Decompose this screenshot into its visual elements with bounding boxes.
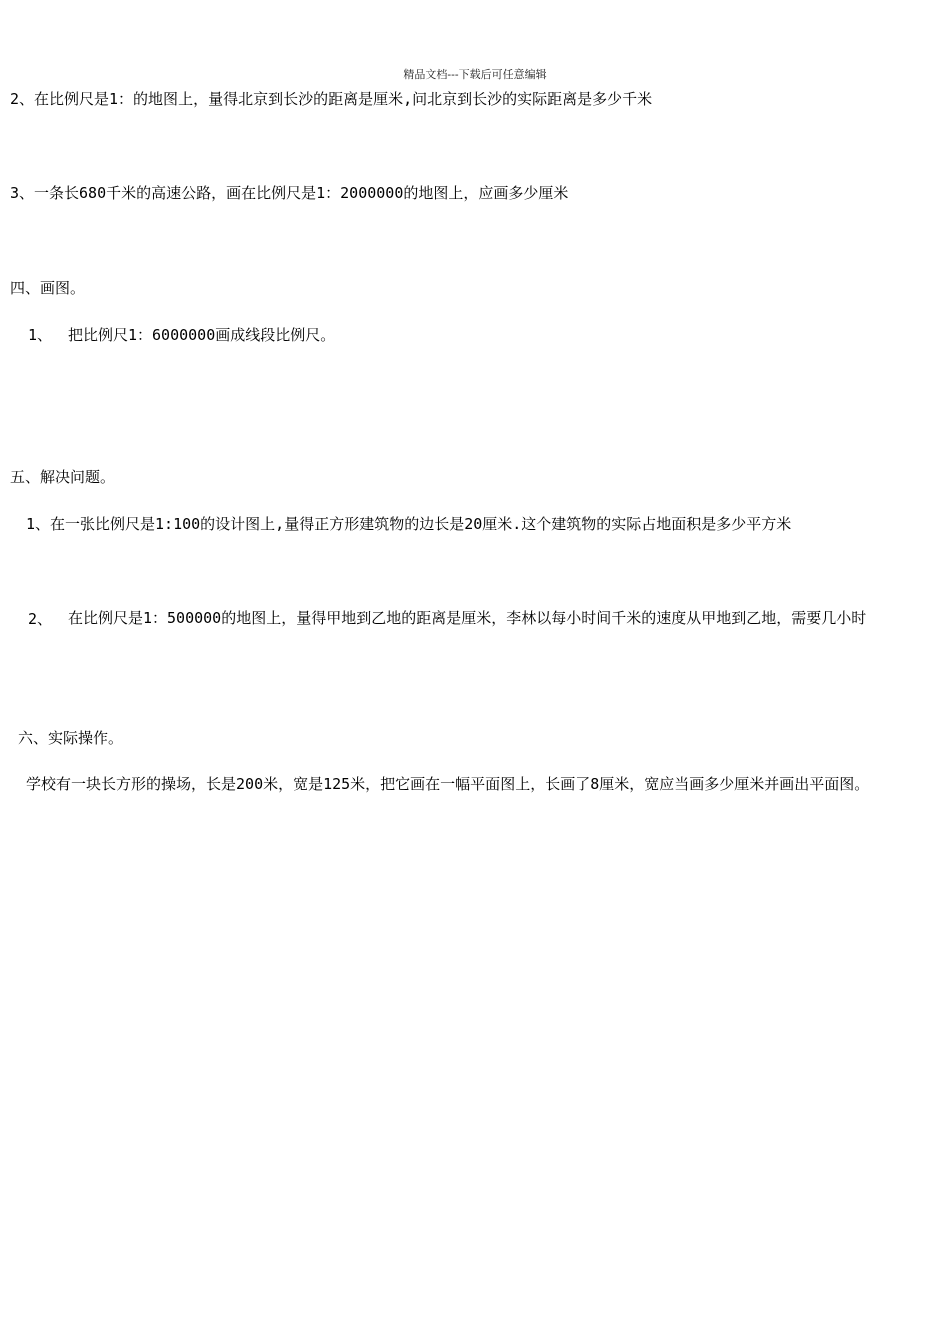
section-4-question-1-number: 1、 (28, 326, 53, 344)
section-5-question-2-number: 2、 (28, 610, 53, 628)
section-4-title: 四、画图。 (10, 279, 86, 297)
page-header: 精品文档---下载后可任意编辑 (403, 68, 547, 81)
question-3-highway: 3、一条长680千米的高速公路，画在比例尺是1：2000000的地图上，应画多少厘米 (10, 184, 569, 202)
question-2-beijing-changsha: 2、在比例尺是1：的地图上，量得北京到长沙的距离是厘米,问北京到长沙的实际距离是多少千米 (10, 90, 653, 108)
section-5-question-2-text: 在比例尺是1：500000的地图上，量得甲地到乙地的距离是厘米，李林以每小时间千米的速度从甲地到乙地，需要几小时 (68, 609, 867, 627)
section-5-title: 五、解决问题。 (10, 468, 116, 486)
section-6-task-text: 学校有一块长方形的操场，长是200米，宽是125米，把它画在一幅平面图上，长画了8厘米，宽应当画多少厘米并画出平面图。 (26, 775, 870, 793)
section-4-question-1 (28, 325, 335, 345)
section-4-question-1-text: 把比例尺1：6000000画成线段比例尺。 (68, 326, 336, 344)
section-5-question-1: 1、在一张比例尺是1:100的设计图上,量得正方形建筑物的边长是20厘米.这个建筑物的实际占地面积是多少平方米 (26, 515, 792, 533)
section-6-title: 六、实际操作。 (18, 729, 124, 747)
